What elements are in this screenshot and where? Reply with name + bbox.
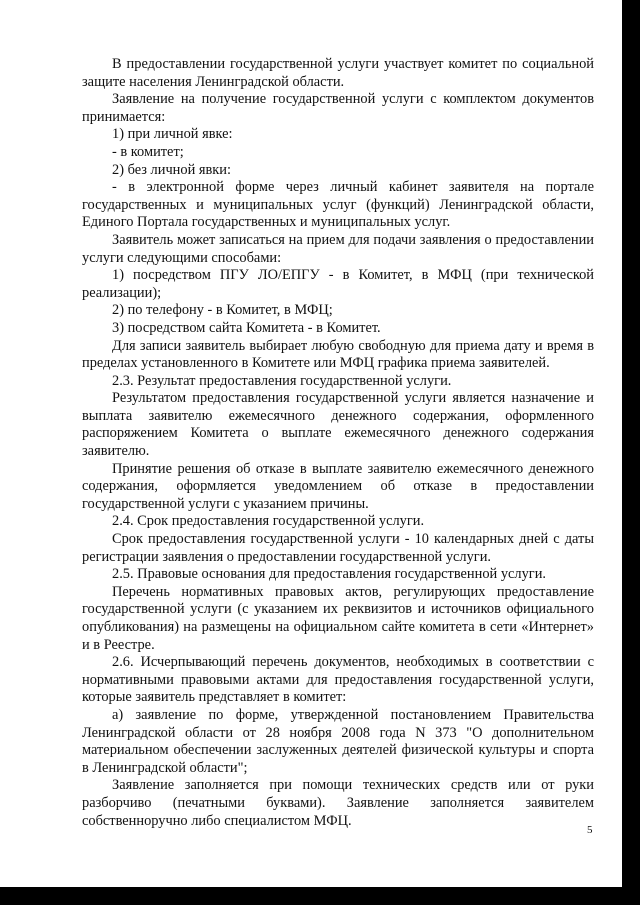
list-item: а) заявление по форме, утвержденной постановлением Правительства Ленинградской области от 28 ноября 2008 года N 373 "О дополнительном материальном обеспечении заслуженных деятелей физической культуры и спорта в Ленинградской области";: [82, 706, 594, 776]
paragraph: Для записи заявитель выбирает любую свободную для приема дату и время в пределах установленного в Комитете или МФЦ графика приема заявителей.: [82, 337, 594, 372]
paragraph: Срок предоставления государственной услуги - 10 календарных дней с даты регистрации заявления о предоставлении государственной услуги.: [82, 531, 594, 565]
page-number: 5: [587, 824, 593, 836]
paragraph: Принятие решения об отказе в выплате заявителю ежемесячного денежного содержания, оформляется уведомлением об отказе в предоставлении государственной услуги с указанием причины.: [82, 460, 594, 512]
paragraph: Заявление заполняется при помощи технических средств или от руки разборчиво (печатными буквами). Заявление заполняется заявителем собственноручно либо специалистом МФЦ.: [82, 777, 594, 829]
scan-border-right: [622, 0, 640, 905]
section-heading: 2.5. Правовые основания для предоставления государственной услуги.: [112, 566, 546, 583]
paragraph: В предоставлении государственной услуги участвует комитет по социальной защите населения Ленинградской области.: [82, 56, 594, 90]
list-item: 2) без личной явки:: [112, 161, 231, 178]
section-heading: 2.4. Срок предоставления государственной услуги.: [112, 513, 425, 530]
list-item: 2) по телефону - в Комитет, в МФЦ;: [112, 302, 333, 319]
paragraph: Заявление на получение государственной услуги с комплектом документов принимается:: [82, 91, 594, 125]
paragraph: Перечень нормативных правовых актов, регулирующих предоставление государственной услуги (с указанием их реквизитов и источников официального опубликования) на размещены на официальном сайте комитета в сети «Интернет» и в Реестре.: [82, 583, 594, 653]
list-item: 3) посредством сайта Комитета - в Комитет.: [112, 319, 381, 336]
list-item: 1) при личной явке:: [112, 126, 233, 143]
section-heading: 2.3. Результат предоставления государственной услуги.: [112, 372, 452, 389]
section-heading: 2.6. Исчерпывающий перечень документов, необходимых в соответствии с нормативными правовыми актами для предоставления государственной услуги, которые заявитель представляет в комитет:: [82, 654, 594, 706]
list-item: 1) посредством ПГУ ЛО/ЕПГУ - в Комитет, в МФЦ (при технической реализации);: [82, 267, 594, 301]
list-item: - в комитет;: [112, 143, 184, 160]
document-page: [82, 56, 594, 830]
list-item: - в электронной форме через личный кабинет заявителя на портале государственных и муниципальных услуг (функций) Ленинградской области, Единого Портала государственных и муниципальных услуг.: [82, 179, 594, 231]
paragraph: Заявитель может записаться на прием для подачи заявления о предоставлении услуги следующими способами:: [82, 231, 594, 266]
paragraph: Результатом предоставления государственной услуги является назначение и выплата заявителю ежемесячного денежного содержания, оформленного распоряжением Комитета о выплате ежемесячного денежного содержания заявителю.: [82, 390, 594, 460]
scan-border-bottom: [0, 887, 640, 905]
